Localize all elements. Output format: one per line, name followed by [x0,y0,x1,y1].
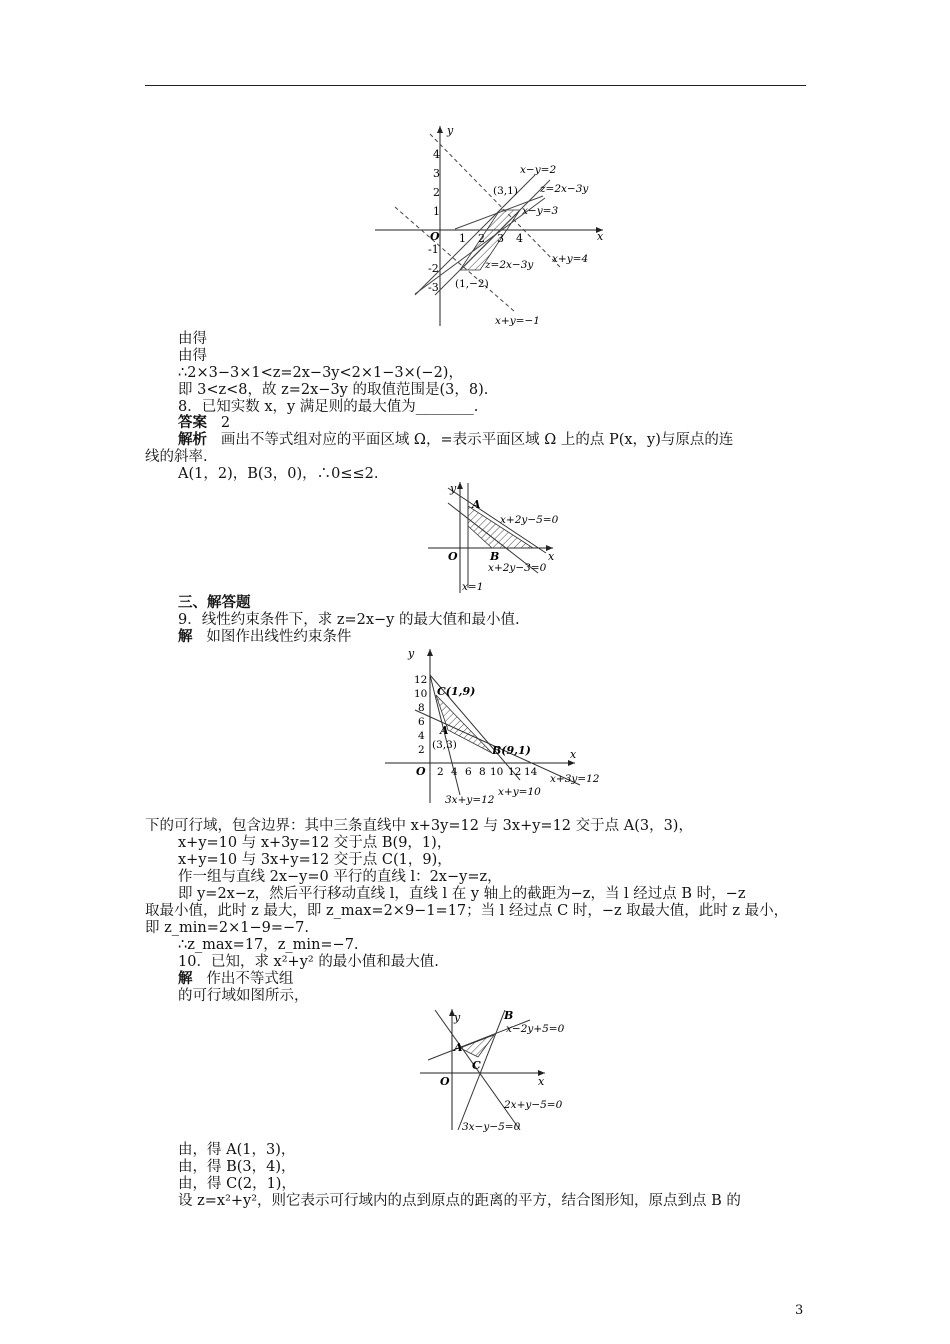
question-10: 10．已知，求 x²+y² 的最小值和最大值. [178,954,439,970]
fig1-tick-y-neg1: -1 [428,243,439,256]
fig2-line-3: x=1 [462,581,484,593]
fig2-line-2: x+2y−3=0 [488,562,547,574]
fig1-tick-x-4: 4 [516,232,523,245]
fig1-point-1-neg2: (1,−2) [455,278,489,290]
fig3-origin-label: O [416,765,426,778]
fig1-label-x-plus-y-4: x+y=4 [552,253,589,265]
analysis-continuation: 线的斜率. [145,449,208,465]
text-line-4: 即 3<z<8，故 z=2x−3y 的取值范围是(3，8). [178,382,489,398]
solution-9-line [178,629,351,645]
fig1-tick-y-4: 4 [433,148,440,161]
fig1-label-z-bottom: z=2x−3y [485,259,534,271]
text-points-a-b: A(1，2)，B(3，0)，∴0≤≤2. [178,466,379,482]
fig4-point-a: A [454,1041,463,1054]
fig1-tick-x-1: 1 [459,232,466,245]
fig3-tick-x-4: 4 [451,766,458,778]
fig1-origin-label: O [430,230,440,243]
fig3-tick-x-12: 12 [508,766,522,778]
analysis-label: 解析 [178,431,207,448]
solution-9-p4: 作一组与直线 2x−y=0 平行的直线 l：2x−y=z， [178,869,502,885]
fig1-tick-y-1: 1 [433,205,440,218]
figure-4-region [420,1005,580,1135]
section-heading: 三、解答题 [178,594,251,611]
fig1-point-3-1: (3,1) [493,185,518,197]
text-line-1: 由得 [178,331,207,347]
fig1-tick-x-3: 3 [497,232,504,245]
solution-10-p5: 设 z=x²+y²，则它表示可行域内的点到原点的距离的平方，结合图形知，原点到点 B 的 [178,1193,741,1209]
fig1-tick-x-2: 2 [478,232,485,245]
solution-9-label: 解 [178,628,193,645]
fig2-origin-label: O [448,550,458,563]
fig3-tick-x-6: 6 [465,766,472,778]
fig1-tick-y-2: 2 [433,186,440,199]
fig4-point-c: C [472,1059,481,1072]
solution-9-p7: 即 z_min=2×1−9=−7. [145,920,309,936]
fig1-label-x-minus-y-3: x−y=3 [522,205,559,217]
fig1-tick-y-3: 3 [433,167,440,180]
fig2-point-a: A [472,498,481,511]
answer-line [178,415,230,431]
fig3-tick-x-2: 2 [437,766,444,778]
solution-9-p2: x+y=10 与 x+3y=12 交于点 B(9，1)， [178,835,452,851]
solution-10-text: 作出不等式组 [206,971,294,987]
solution-10-p3: 由，得 B(3，4)， [178,1159,296,1175]
question-9: 9．线性约束条件下，求 z=2x−y 的最大值和最小值. [178,612,520,628]
fig3-line-2: x+y=10 [498,786,541,798]
analysis-line [178,432,733,448]
fig3-tick-x-14: 14 [524,766,538,778]
fig3-y-label: y [408,647,415,660]
fig1-x-label: x [597,230,604,243]
fig3-tick-y-2: 2 [418,744,425,756]
fig3-tick-x-10: 10 [490,766,504,778]
fig3-point-a-coord: (3,3) [432,739,457,751]
solution-10-line [178,971,293,987]
fig4-x-label: x [538,1075,545,1088]
solution-9-p3: x+y=10 与 3x+y=12 交于点 C(1，9)， [178,852,452,868]
solution-10-p1: 的可行域如图所示， [178,988,309,1004]
figure-2-region [428,478,568,596]
fig2-line-1: x+2y−5=0 [500,514,559,526]
fig3-x-label: x [570,748,577,761]
solution-9-p5: 即 y=2x−z，然后平行移动直线 l，直线 l 在 y 轴上的截距为−z，当 l 经过点 B 时，−z [178,886,746,902]
solution-9-conclusion: ∴z_max=17，z_min=−7. [178,937,359,953]
fig3-line-3: 3x+y=12 [445,794,495,806]
fig4-origin-label: O [440,1075,450,1088]
fig3-tick-x-8: 8 [479,766,486,778]
figure-3-region [380,645,630,805]
fig2-y-label: y [450,482,457,495]
solution-9-p1: 下的可行域，包含边界：其中三条直线中 x+3y=12 与 3x+y=12 交于点 A(3，3)， [145,818,693,834]
page-number: 3 [795,1303,804,1318]
fig2-point-b: B [490,550,500,563]
solution-10-p2: 由，得 A(1，3)， [178,1142,296,1158]
figure-1-feasible-region [375,122,615,332]
fig3-point-b: B(9,1) [492,744,531,757]
fig3-tick-y-8: 8 [418,702,425,714]
header-rule [145,85,806,86]
fig1-label-z-top: z=2x−3y [540,183,589,195]
solution-9-p6: 取最小值，此时 z 最大，即 z_max=2×9−1=17；当 l 经过点 C 时，−z 取最大值，此时 z 最小， [145,903,789,919]
fig1-tick-y-neg2: -2 [428,262,439,275]
text-line-3: ∴2×3−3×1<z=2x−3y<2×1−3×(−2)， [178,365,463,381]
fig4-y-label: y [454,1011,461,1024]
fig1-tick-y-neg3: -3 [428,281,439,294]
fig4-line-2: 2x+y−5=0 [504,1099,563,1111]
answer-value: 2 [220,415,231,431]
solution-9-text: 如图作出线性约束条件 [206,629,352,645]
fig4-point-b: B [504,1009,514,1022]
answer-label: 答案 [178,414,207,431]
question-8: 8．已知实数 x，y 满足则的最大值为________. [178,399,479,415]
fig4-line-3: 3x−y−5=0 [462,1121,521,1133]
solution-10-p4: 由，得 C(2，1)， [178,1176,296,1192]
fig3-point-a: A [440,724,449,737]
analysis-text: 画出不等式组对应的平面区域 Ω，=表示平面区域 Ω 上的点 P(x，y)与原点的连 [220,432,734,448]
fig4-line-1: x−2y+5=0 [506,1023,565,1035]
fig3-tick-y-12: 12 [414,674,428,686]
fig3-point-c: C(1,9) [437,685,476,698]
fig1-y-label: y [447,124,454,137]
text-line-2: 由得 [178,348,207,364]
fig1-label-x-plus-y-neg1: x+y=−1 [495,315,540,327]
fig3-line-1: x+3y=12 [550,773,600,785]
fig3-tick-y-10: 10 [414,688,428,700]
fig2-x-label: x [548,550,555,563]
fig1-label-x-minus-y-2: x−y=2 [520,164,557,176]
solution-10-label: 解 [178,970,193,987]
fig3-tick-y-4: 4 [418,730,425,742]
fig3-tick-y-6: 6 [418,716,425,728]
